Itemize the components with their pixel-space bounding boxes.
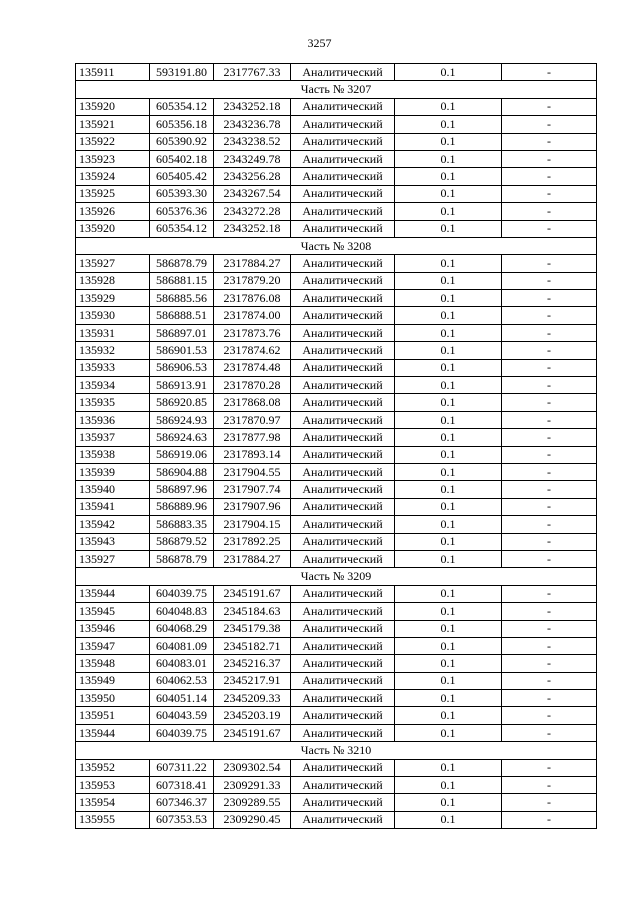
note-cell: - xyxy=(502,429,597,446)
y-coordinate-cell: 2317884.27 xyxy=(214,255,291,272)
note-cell: - xyxy=(502,168,597,185)
point-number-cell: 135949 xyxy=(76,672,150,689)
y-coordinate-cell: 2317870.97 xyxy=(214,411,291,428)
method-cell: Аналитический xyxy=(291,133,395,150)
y-coordinate-cell: 2345209.33 xyxy=(214,690,291,707)
y-coordinate-cell: 2343249.78 xyxy=(214,150,291,167)
method-cell: Аналитический xyxy=(291,794,395,811)
method-cell: Аналитический xyxy=(291,516,395,533)
note-cell: - xyxy=(502,724,597,741)
accuracy-cell: 0.1 xyxy=(395,411,502,428)
table-row xyxy=(76,116,597,133)
y-coordinate-cell: 2317877.98 xyxy=(214,429,291,446)
y-coordinate-cell: 2317873.76 xyxy=(214,324,291,341)
note-cell: - xyxy=(502,759,597,776)
table-row xyxy=(76,98,597,115)
point-number-cell: 135926 xyxy=(76,203,150,220)
accuracy-cell: 0.1 xyxy=(395,150,502,167)
x-coordinate-cell: 604039.75 xyxy=(150,724,214,741)
table-row xyxy=(76,429,597,446)
note-cell: - xyxy=(502,272,597,289)
method-cell: Аналитический xyxy=(291,429,395,446)
method-cell: Аналитический xyxy=(291,481,395,498)
method-cell: Аналитический xyxy=(291,411,395,428)
point-number-cell: 135923 xyxy=(76,150,150,167)
note-cell: - xyxy=(502,185,597,202)
table-row xyxy=(76,133,597,150)
y-coordinate-cell: 2317874.00 xyxy=(214,307,291,324)
point-number-cell: 135933 xyxy=(76,359,150,376)
note-cell: - xyxy=(502,811,597,828)
method-cell: Аналитический xyxy=(291,533,395,550)
point-number-cell: 135945 xyxy=(76,603,150,620)
accuracy-cell: 0.1 xyxy=(395,690,502,707)
note-cell: - xyxy=(502,620,597,637)
note-cell: - xyxy=(502,794,597,811)
y-coordinate-cell: 2345191.67 xyxy=(214,724,291,741)
page-number: 3257 xyxy=(307,36,332,50)
point-number-cell: 135944 xyxy=(76,585,150,602)
method-cell: Аналитический xyxy=(291,220,395,237)
x-coordinate-cell: 586897.96 xyxy=(150,481,214,498)
table-row xyxy=(76,498,597,515)
method-cell: Аналитический xyxy=(291,324,395,341)
y-coordinate-cell: 2317868.08 xyxy=(214,394,291,411)
note-cell: - xyxy=(502,359,597,376)
section-title: Часть № 3207 xyxy=(76,81,597,98)
table-row xyxy=(76,481,597,498)
x-coordinate-cell: 593191.80 xyxy=(150,64,214,81)
accuracy-cell: 0.1 xyxy=(395,168,502,185)
table-row xyxy=(76,324,597,341)
accuracy-cell: 0.1 xyxy=(395,446,502,463)
accuracy-cell: 0.1 xyxy=(395,498,502,515)
accuracy-cell: 0.1 xyxy=(395,481,502,498)
section-header-row xyxy=(76,81,597,98)
method-cell: Аналитический xyxy=(291,637,395,654)
method-cell: Аналитический xyxy=(291,655,395,672)
point-number-cell: 135927 xyxy=(76,550,150,567)
table-row xyxy=(76,794,597,811)
note-cell: - xyxy=(502,672,597,689)
table-row xyxy=(76,463,597,480)
table-row xyxy=(76,707,597,724)
x-coordinate-cell: 607311.22 xyxy=(150,759,214,776)
x-coordinate-cell: 604062.53 xyxy=(150,672,214,689)
accuracy-cell: 0.1 xyxy=(395,133,502,150)
table-row xyxy=(76,672,597,689)
section-title: Часть № 3208 xyxy=(76,237,597,254)
table-row xyxy=(76,550,597,567)
point-number-cell: 135943 xyxy=(76,533,150,550)
accuracy-cell: 0.1 xyxy=(395,377,502,394)
x-coordinate-cell: 605356.18 xyxy=(150,116,214,133)
coordinates-table xyxy=(75,63,597,829)
x-coordinate-cell: 604081.09 xyxy=(150,637,214,654)
section-title: Часть № 3209 xyxy=(76,568,597,585)
accuracy-cell: 0.1 xyxy=(395,585,502,602)
method-cell: Аналитический xyxy=(291,620,395,637)
y-coordinate-cell: 2343272.28 xyxy=(214,203,291,220)
table-row xyxy=(76,168,597,185)
method-cell: Аналитический xyxy=(291,724,395,741)
method-cell: Аналитический xyxy=(291,759,395,776)
accuracy-cell: 0.1 xyxy=(395,777,502,794)
accuracy-cell: 0.1 xyxy=(395,394,502,411)
point-number-cell: 135952 xyxy=(76,759,150,776)
y-coordinate-cell: 2317874.48 xyxy=(214,359,291,376)
method-cell: Аналитический xyxy=(291,446,395,463)
note-cell: - xyxy=(502,690,597,707)
x-coordinate-cell: 605390.92 xyxy=(150,133,214,150)
table-row xyxy=(76,724,597,741)
point-number-cell: 135953 xyxy=(76,777,150,794)
y-coordinate-cell: 2317907.74 xyxy=(214,481,291,498)
x-coordinate-cell: 586888.51 xyxy=(150,307,214,324)
method-cell: Аналитический xyxy=(291,307,395,324)
accuracy-cell: 0.1 xyxy=(395,185,502,202)
point-number-cell: 135930 xyxy=(76,307,150,324)
method-cell: Аналитический xyxy=(291,672,395,689)
note-cell: - xyxy=(502,637,597,654)
x-coordinate-cell: 605405.42 xyxy=(150,168,214,185)
x-coordinate-cell: 586879.52 xyxy=(150,533,214,550)
y-coordinate-cell: 2309302.54 xyxy=(214,759,291,776)
y-coordinate-cell: 2317870.28 xyxy=(214,377,291,394)
table-row xyxy=(76,377,597,394)
point-number-cell: 135920 xyxy=(76,220,150,237)
method-cell: Аналитический xyxy=(291,463,395,480)
accuracy-cell: 0.1 xyxy=(395,811,502,828)
y-coordinate-cell: 2317874.62 xyxy=(214,342,291,359)
table-row xyxy=(76,359,597,376)
x-coordinate-cell: 605402.18 xyxy=(150,150,214,167)
x-coordinate-cell: 604048.83 xyxy=(150,603,214,620)
method-cell: Аналитический xyxy=(291,98,395,115)
accuracy-cell: 0.1 xyxy=(395,707,502,724)
section-header-row xyxy=(76,237,597,254)
table-row xyxy=(76,307,597,324)
table-row xyxy=(76,272,597,289)
x-coordinate-cell: 605393.30 xyxy=(150,185,214,202)
point-number-cell: 135951 xyxy=(76,707,150,724)
x-coordinate-cell: 605354.12 xyxy=(150,220,214,237)
table-row xyxy=(76,342,597,359)
y-coordinate-cell: 2317904.15 xyxy=(214,516,291,533)
table-row xyxy=(76,64,597,81)
method-cell: Аналитический xyxy=(291,707,395,724)
table-row xyxy=(76,255,597,272)
note-cell: - xyxy=(502,463,597,480)
table-row xyxy=(76,620,597,637)
method-cell: Аналитический xyxy=(291,550,395,567)
method-cell: Аналитический xyxy=(291,203,395,220)
method-cell: Аналитический xyxy=(291,185,395,202)
x-coordinate-cell: 607318.41 xyxy=(150,777,214,794)
y-coordinate-cell: 2309289.55 xyxy=(214,794,291,811)
section-title: Часть № 3210 xyxy=(76,742,597,759)
accuracy-cell: 0.1 xyxy=(395,342,502,359)
point-number-cell: 135936 xyxy=(76,411,150,428)
point-number-cell: 135927 xyxy=(76,255,150,272)
accuracy-cell: 0.1 xyxy=(395,603,502,620)
note-cell: - xyxy=(502,255,597,272)
point-number-cell: 135929 xyxy=(76,290,150,307)
note-cell: - xyxy=(502,307,597,324)
note-cell: - xyxy=(502,603,597,620)
section-header-row xyxy=(76,568,597,585)
method-cell: Аналитический xyxy=(291,603,395,620)
x-coordinate-cell: 586881.15 xyxy=(150,272,214,289)
note-cell: - xyxy=(502,98,597,115)
point-number-cell: 135911 xyxy=(76,64,150,81)
table-row xyxy=(76,637,597,654)
point-number-cell: 135955 xyxy=(76,811,150,828)
point-number-cell: 135935 xyxy=(76,394,150,411)
note-cell: - xyxy=(502,64,597,81)
x-coordinate-cell: 605354.12 xyxy=(150,98,214,115)
x-coordinate-cell: 586885.56 xyxy=(150,290,214,307)
point-number-cell: 135920 xyxy=(76,98,150,115)
y-coordinate-cell: 2317767.33 xyxy=(214,64,291,81)
note-cell: - xyxy=(502,707,597,724)
method-cell: Аналитический xyxy=(291,498,395,515)
table-row xyxy=(76,516,597,533)
accuracy-cell: 0.1 xyxy=(395,290,502,307)
table-row xyxy=(76,811,597,828)
point-number-cell: 135924 xyxy=(76,168,150,185)
table-row xyxy=(76,655,597,672)
table-row xyxy=(76,150,597,167)
point-number-cell: 135931 xyxy=(76,324,150,341)
note-cell: - xyxy=(502,116,597,133)
x-coordinate-cell: 605376.36 xyxy=(150,203,214,220)
note-cell: - xyxy=(502,777,597,794)
x-coordinate-cell: 586897.01 xyxy=(150,324,214,341)
y-coordinate-cell: 2309291.33 xyxy=(214,777,291,794)
table-row xyxy=(76,290,597,307)
table-row xyxy=(76,777,597,794)
accuracy-cell: 0.1 xyxy=(395,255,502,272)
note-cell: - xyxy=(502,585,597,602)
accuracy-cell: 0.1 xyxy=(395,620,502,637)
y-coordinate-cell: 2345203.19 xyxy=(214,707,291,724)
method-cell: Аналитический xyxy=(291,116,395,133)
x-coordinate-cell: 586919.06 xyxy=(150,446,214,463)
method-cell: Аналитический xyxy=(291,168,395,185)
note-cell: - xyxy=(502,481,597,498)
table-row xyxy=(76,185,597,202)
note-cell: - xyxy=(502,550,597,567)
x-coordinate-cell: 586883.35 xyxy=(150,516,214,533)
table-row xyxy=(76,411,597,428)
table-row xyxy=(76,690,597,707)
note-cell: - xyxy=(502,324,597,341)
method-cell: Аналитический xyxy=(291,777,395,794)
y-coordinate-cell: 2317879.20 xyxy=(214,272,291,289)
accuracy-cell: 0.1 xyxy=(395,516,502,533)
point-number-cell: 135925 xyxy=(76,185,150,202)
y-coordinate-cell: 2343252.18 xyxy=(214,220,291,237)
point-number-cell: 135942 xyxy=(76,516,150,533)
y-coordinate-cell: 2343256.28 xyxy=(214,168,291,185)
table-row xyxy=(76,585,597,602)
x-coordinate-cell: 586901.53 xyxy=(150,342,214,359)
method-cell: Аналитический xyxy=(291,272,395,289)
note-cell: - xyxy=(502,446,597,463)
note-cell: - xyxy=(502,150,597,167)
note-cell: - xyxy=(502,533,597,550)
table-row xyxy=(76,220,597,237)
method-cell: Аналитический xyxy=(291,377,395,394)
x-coordinate-cell: 586913.91 xyxy=(150,377,214,394)
accuracy-cell: 0.1 xyxy=(395,203,502,220)
accuracy-cell: 0.1 xyxy=(395,724,502,741)
note-cell: - xyxy=(502,133,597,150)
x-coordinate-cell: 607353.53 xyxy=(150,811,214,828)
table-row xyxy=(76,759,597,776)
note-cell: - xyxy=(502,377,597,394)
point-number-cell: 135950 xyxy=(76,690,150,707)
point-number-cell: 135934 xyxy=(76,377,150,394)
note-cell: - xyxy=(502,411,597,428)
method-cell: Аналитический xyxy=(291,394,395,411)
table-row xyxy=(76,603,597,620)
x-coordinate-cell: 586878.79 xyxy=(150,550,214,567)
x-coordinate-cell: 586924.93 xyxy=(150,411,214,428)
y-coordinate-cell: 2317904.55 xyxy=(214,463,291,480)
x-coordinate-cell: 586904.88 xyxy=(150,463,214,480)
accuracy-cell: 0.1 xyxy=(395,359,502,376)
note-cell: - xyxy=(502,203,597,220)
accuracy-cell: 0.1 xyxy=(395,272,502,289)
x-coordinate-cell: 604068.29 xyxy=(150,620,214,637)
y-coordinate-cell: 2317893.14 xyxy=(214,446,291,463)
x-coordinate-cell: 607346.37 xyxy=(150,794,214,811)
y-coordinate-cell: 2345184.63 xyxy=(214,603,291,620)
accuracy-cell: 0.1 xyxy=(395,463,502,480)
y-coordinate-cell: 2345191.67 xyxy=(214,585,291,602)
y-coordinate-cell: 2345217.91 xyxy=(214,672,291,689)
y-coordinate-cell: 2345216.37 xyxy=(214,655,291,672)
x-coordinate-cell: 586878.79 xyxy=(150,255,214,272)
point-number-cell: 135946 xyxy=(76,620,150,637)
x-coordinate-cell: 604051.14 xyxy=(150,690,214,707)
method-cell: Аналитический xyxy=(291,290,395,307)
point-number-cell: 135938 xyxy=(76,446,150,463)
method-cell: Аналитический xyxy=(291,342,395,359)
point-number-cell: 135941 xyxy=(76,498,150,515)
y-coordinate-cell: 2343267.54 xyxy=(214,185,291,202)
table-row xyxy=(76,203,597,220)
accuracy-cell: 0.1 xyxy=(395,98,502,115)
note-cell: - xyxy=(502,342,597,359)
note-cell: - xyxy=(502,498,597,515)
note-cell: - xyxy=(502,394,597,411)
x-coordinate-cell: 586889.96 xyxy=(150,498,214,515)
point-number-cell: 135944 xyxy=(76,724,150,741)
method-cell: Аналитический xyxy=(291,255,395,272)
y-coordinate-cell: 2317884.27 xyxy=(214,550,291,567)
point-number-cell: 135921 xyxy=(76,116,150,133)
accuracy-cell: 0.1 xyxy=(395,655,502,672)
table-row xyxy=(76,533,597,550)
x-coordinate-cell: 604043.59 xyxy=(150,707,214,724)
method-cell: Аналитический xyxy=(291,585,395,602)
point-number-cell: 135928 xyxy=(76,272,150,289)
accuracy-cell: 0.1 xyxy=(395,672,502,689)
y-coordinate-cell: 2317907.96 xyxy=(214,498,291,515)
table-row xyxy=(76,394,597,411)
point-number-cell: 135937 xyxy=(76,429,150,446)
accuracy-cell: 0.1 xyxy=(395,533,502,550)
y-coordinate-cell: 2343238.52 xyxy=(214,133,291,150)
y-coordinate-cell: 2345182.71 xyxy=(214,637,291,654)
y-coordinate-cell: 2317876.08 xyxy=(214,290,291,307)
accuracy-cell: 0.1 xyxy=(395,307,502,324)
method-cell: Аналитический xyxy=(291,150,395,167)
point-number-cell: 135954 xyxy=(76,794,150,811)
y-coordinate-cell: 2343252.18 xyxy=(214,98,291,115)
y-coordinate-cell: 2343236.78 xyxy=(214,116,291,133)
accuracy-cell: 0.1 xyxy=(395,637,502,654)
x-coordinate-cell: 586920.85 xyxy=(150,394,214,411)
point-number-cell: 135922 xyxy=(76,133,150,150)
accuracy-cell: 0.1 xyxy=(395,220,502,237)
table-row xyxy=(76,446,597,463)
y-coordinate-cell: 2317892.25 xyxy=(214,533,291,550)
note-cell: - xyxy=(502,220,597,237)
accuracy-cell: 0.1 xyxy=(395,324,502,341)
accuracy-cell: 0.1 xyxy=(395,550,502,567)
method-cell: Аналитический xyxy=(291,811,395,828)
x-coordinate-cell: 604039.75 xyxy=(150,585,214,602)
note-cell: - xyxy=(502,516,597,533)
point-number-cell: 135932 xyxy=(76,342,150,359)
coordinates-table-body xyxy=(76,64,597,829)
note-cell: - xyxy=(502,290,597,307)
point-number-cell: 135939 xyxy=(76,463,150,480)
point-number-cell: 135947 xyxy=(76,637,150,654)
accuracy-cell: 0.1 xyxy=(395,116,502,133)
accuracy-cell: 0.1 xyxy=(395,429,502,446)
accuracy-cell: 0.1 xyxy=(395,759,502,776)
x-coordinate-cell: 586906.53 xyxy=(150,359,214,376)
x-coordinate-cell: 586924.63 xyxy=(150,429,214,446)
note-cell: - xyxy=(502,655,597,672)
accuracy-cell: 0.1 xyxy=(395,794,502,811)
x-coordinate-cell: 604083.01 xyxy=(150,655,214,672)
y-coordinate-cell: 2345179.38 xyxy=(214,620,291,637)
point-number-cell: 135948 xyxy=(76,655,150,672)
y-coordinate-cell: 2309290.45 xyxy=(214,811,291,828)
method-cell: Аналитический xyxy=(291,64,395,81)
section-header-row xyxy=(76,742,597,759)
method-cell: Аналитический xyxy=(291,359,395,376)
point-number-cell: 135940 xyxy=(76,481,150,498)
accuracy-cell: 0.1 xyxy=(395,64,502,81)
method-cell: Аналитический xyxy=(291,690,395,707)
